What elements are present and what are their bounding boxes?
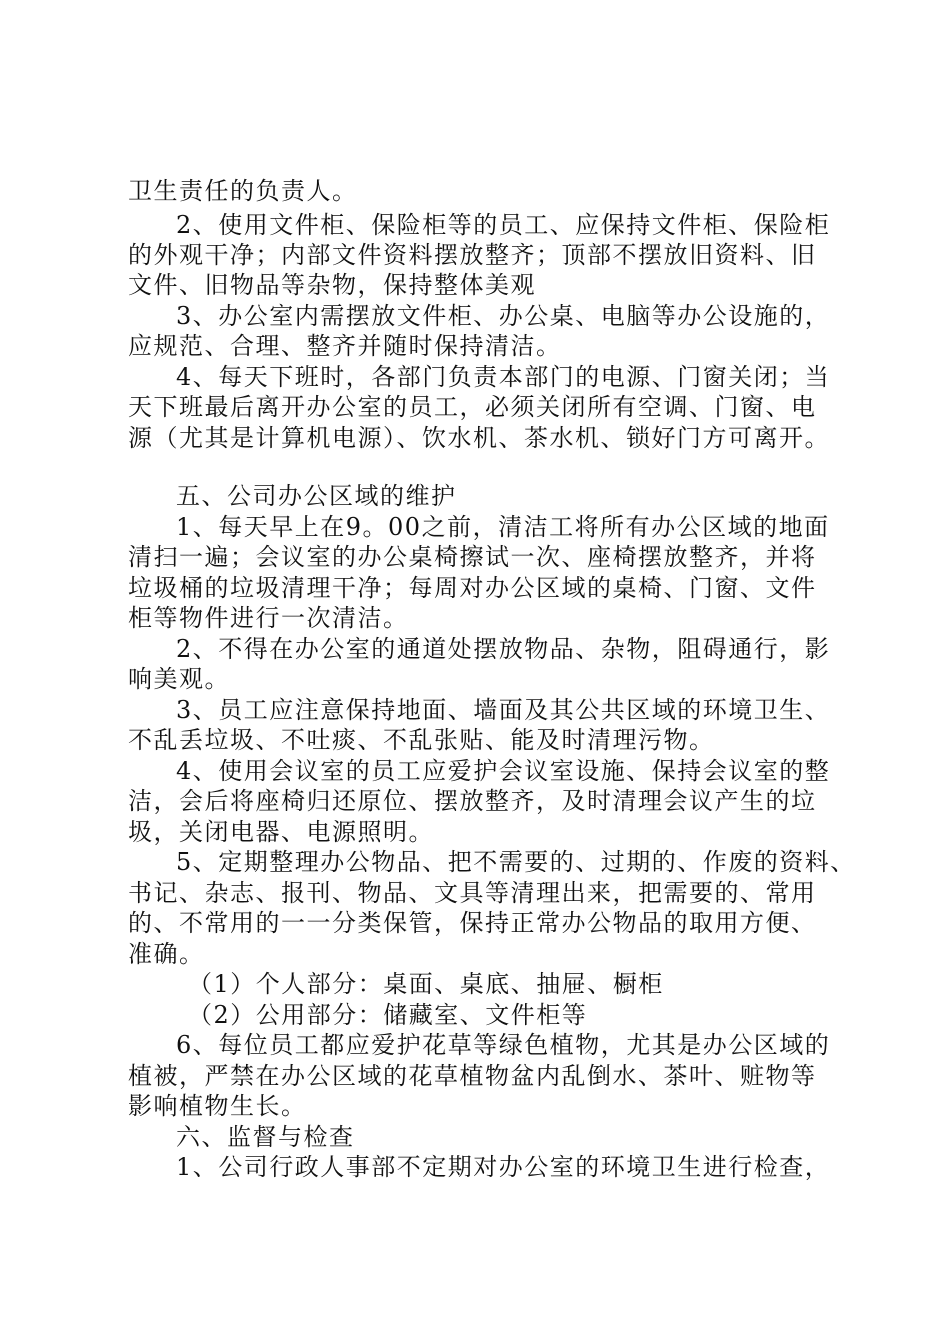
text-line: 不乱丢垃圾、不吐痰、不乱张贴、能及时清理污物。 [128, 726, 715, 754]
text-line: 洁，会后将座椅归还原位、摆放整齐，及时清理会议产生的垃 [128, 787, 817, 815]
text-line: 的外观干净；内部文件资料摆放整齐；顶部不摆放旧资料、旧 [128, 241, 817, 269]
list-item: （1）个人部分：桌面、桌底、抽屉、橱柜 [188, 970, 664, 998]
text-line: 响美观。 [128, 665, 230, 693]
text-line: 5、定期整理办公物品、把不需要的、过期的、作废的资料、 [176, 848, 856, 876]
text-line: 圾，关闭电器、电源照明。 [128, 818, 434, 846]
text-line: 天下班最后离开办公室的员工，必须关闭所有空调、门窗、电 [128, 393, 817, 421]
text-line: 柜等物件进行一次清洁。 [128, 604, 409, 632]
text-line: 1、每天早上在9。00之前，清洁工将所有办公区域的地面 [176, 513, 830, 541]
text-line: 卫生责任的负责人。 [128, 177, 358, 205]
text-line: 6、每位员工都应爱护花草等绿色植物，尤其是办公区域的 [176, 1031, 831, 1059]
text-line: 文件、旧物品等杂物，保持整体美观 [128, 271, 536, 299]
text-line: 2、使用文件柜、保险柜等的员工、应保持文件柜、保险柜 [176, 211, 831, 239]
text-line: 准确。 [128, 940, 205, 968]
text-line: 垃圾桶的垃圾清理干净；每周对办公区域的桌椅、门窗、文件 [128, 574, 817, 602]
section-heading: 五、公司办公区域的维护 [176, 482, 457, 510]
section-heading: 六、监督与检查 [176, 1123, 355, 1151]
text-line: 影响植物生长。 [128, 1092, 307, 1120]
text-line: 植被，严禁在办公区域的花草植物盆内乱倒水、茶叶、赃物等 [128, 1062, 817, 1090]
text-line: 书记、杂志、报刊、物品、文具等清理出来，把需要的、常用 [128, 879, 817, 907]
text-line: 源（尤其是计算机电源）、饮水机、茶水机、锁好门方可离开。 [128, 424, 830, 452]
text-line: 4、使用会议室的员工应爱护会议室设施、保持会议室的整 [176, 757, 831, 785]
text-line: 3、员工应注意保持地面、墙面及其公共区域的环境卫生、 [176, 696, 831, 724]
text-line: 3、办公室内需摆放文件柜、办公桌、电脑等办公设施的， [176, 302, 831, 330]
list-item: （2）公用部分：储藏室、文件柜等 [188, 1001, 588, 1029]
text-line: 应规范、合理、整齐并随时保持清洁。 [128, 332, 562, 360]
text-line: 1、公司行政人事部不定期对办公室的环境卫生进行检查， [176, 1153, 831, 1181]
text-line: 清扫一遍；会议室的办公桌椅擦试一次、座椅摆放整齐，并将 [128, 543, 817, 571]
text-line: 2、不得在办公室的通道处摆放物品、杂物，阻碍通行，影 [176, 635, 831, 663]
text-line: 4、每天下班时，各部门负责本部门的电源、门窗关闭；当 [176, 363, 831, 391]
text-line: 的、不常用的一一分类保管，保持正常办公物品的取用方便、 [128, 909, 817, 937]
